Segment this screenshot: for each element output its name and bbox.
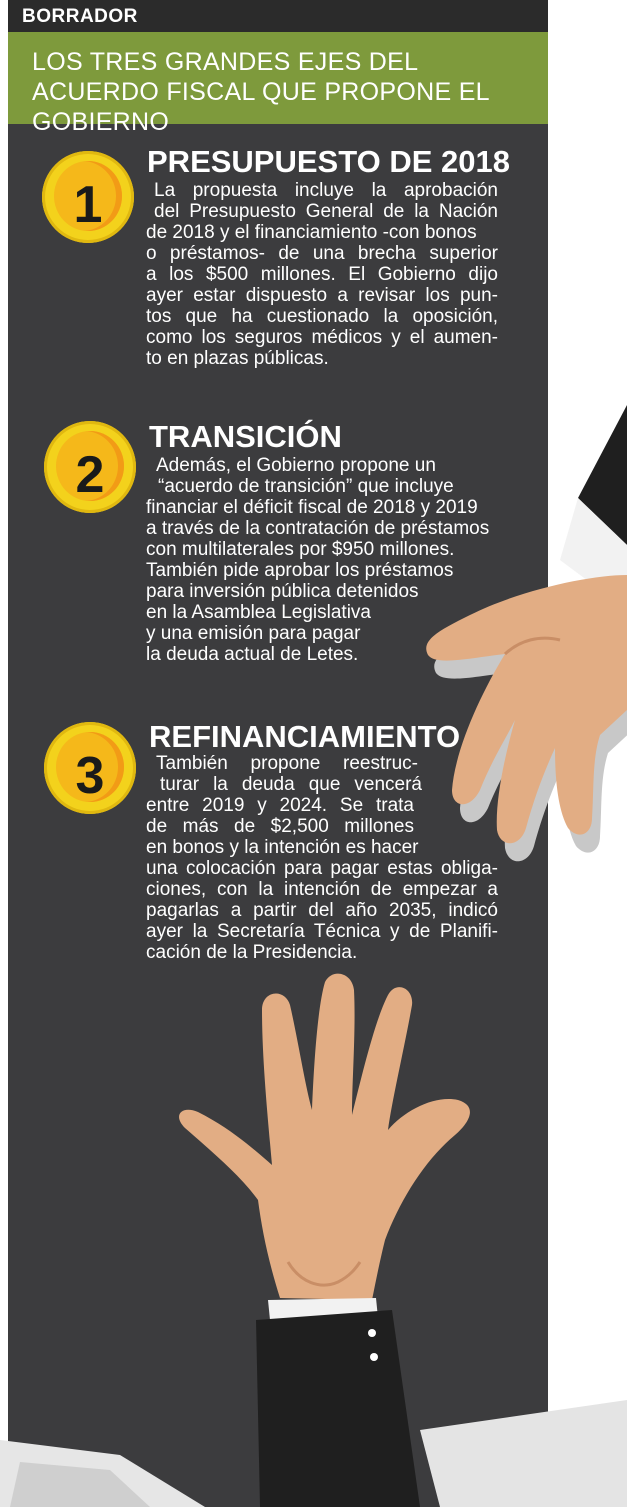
body-line: del Presupuesto General de la Nación xyxy=(154,201,498,222)
badge-inner xyxy=(54,161,122,234)
body-line: entre 2019 y 2024. Se trata xyxy=(146,795,414,816)
body-line: tos que ha cuestionado la oposición, xyxy=(146,306,498,327)
body-line: financiar el déficit fiscal de 2018 y 2019 xyxy=(146,497,478,518)
body-line: a los $500 millones. El Gobierno dijo xyxy=(146,264,498,285)
body-line: y una emisión para pagar xyxy=(146,623,361,644)
section-body xyxy=(146,455,518,665)
section-label: BORRADOR xyxy=(22,6,138,27)
sleeve-button xyxy=(368,1329,376,1337)
headline-title: LOS TRES GRANDES EJES DEL ACUERDO FISCAL QUE PROPONE EL GOBIERNO xyxy=(32,48,489,136)
body-line: una colocación para pagar estas obliga- xyxy=(146,858,498,879)
body-line: o préstamos- de una brecha superior xyxy=(146,243,498,264)
body-line: la deuda actual de Letes. xyxy=(146,644,359,665)
number-badge-1 xyxy=(42,151,134,243)
body-line: También pide aprobar los préstamos xyxy=(146,560,454,581)
section-title: REFINANCIAMIENTO xyxy=(149,719,461,754)
sleeve-button xyxy=(370,1353,378,1361)
body-line: Además, el Gobierno propone un xyxy=(156,455,436,476)
body-line: pagarlas a partir del año 2035, indicó xyxy=(146,900,498,921)
section-body xyxy=(146,753,498,963)
body-line: La propuesta incluye la aprobación xyxy=(154,180,498,201)
body-line: ayer la Secretaría Técnica y de Planifi- xyxy=(146,921,498,942)
body-line: turar la deuda que vencerá xyxy=(160,774,422,795)
badge-inner xyxy=(56,732,124,805)
body-line: en la Asamblea Legislativa xyxy=(146,602,371,623)
top-label-bar xyxy=(8,0,548,32)
body-line: de 2018 y el financiamiento -con bonos xyxy=(146,222,477,243)
badge-number: 2 xyxy=(75,446,105,504)
badge-number: 1 xyxy=(73,176,103,234)
body-line: para inversión pública detenidos xyxy=(146,581,419,602)
headline-banner xyxy=(8,32,548,136)
body-line: ayer estar dispuesto a revisar los pun- xyxy=(146,285,498,306)
body-line: to en plazas públicas. xyxy=(146,348,329,369)
body-line: a través de la contratación de préstamos xyxy=(146,518,490,539)
badge-number: 3 xyxy=(75,747,105,805)
body-line: con multilaterales por $950 millones. xyxy=(146,539,455,560)
body-line: como los seguros médicos y el aumen- xyxy=(146,327,498,348)
section-body xyxy=(146,180,498,369)
body-line: en bonos y la intención es hacer xyxy=(146,837,419,858)
section-title: PRESUPUESTO DE 2018 xyxy=(147,144,510,179)
number-badge-3 xyxy=(44,722,136,814)
section-title: TRANSICIÓN xyxy=(149,419,342,454)
body-line: de más de $2,500 millones xyxy=(146,816,414,837)
body-line: “acuerdo de transición” que incluye xyxy=(158,476,454,497)
body-line: cación de la Presidencia. xyxy=(146,942,358,963)
lower-suit-sleeve xyxy=(256,1310,420,1507)
body-line: ciones, con la intención de empezar a xyxy=(146,879,498,900)
body-line: También propone reestruc- xyxy=(156,753,418,774)
badge-inner xyxy=(56,431,124,504)
number-badge-2 xyxy=(44,421,136,513)
